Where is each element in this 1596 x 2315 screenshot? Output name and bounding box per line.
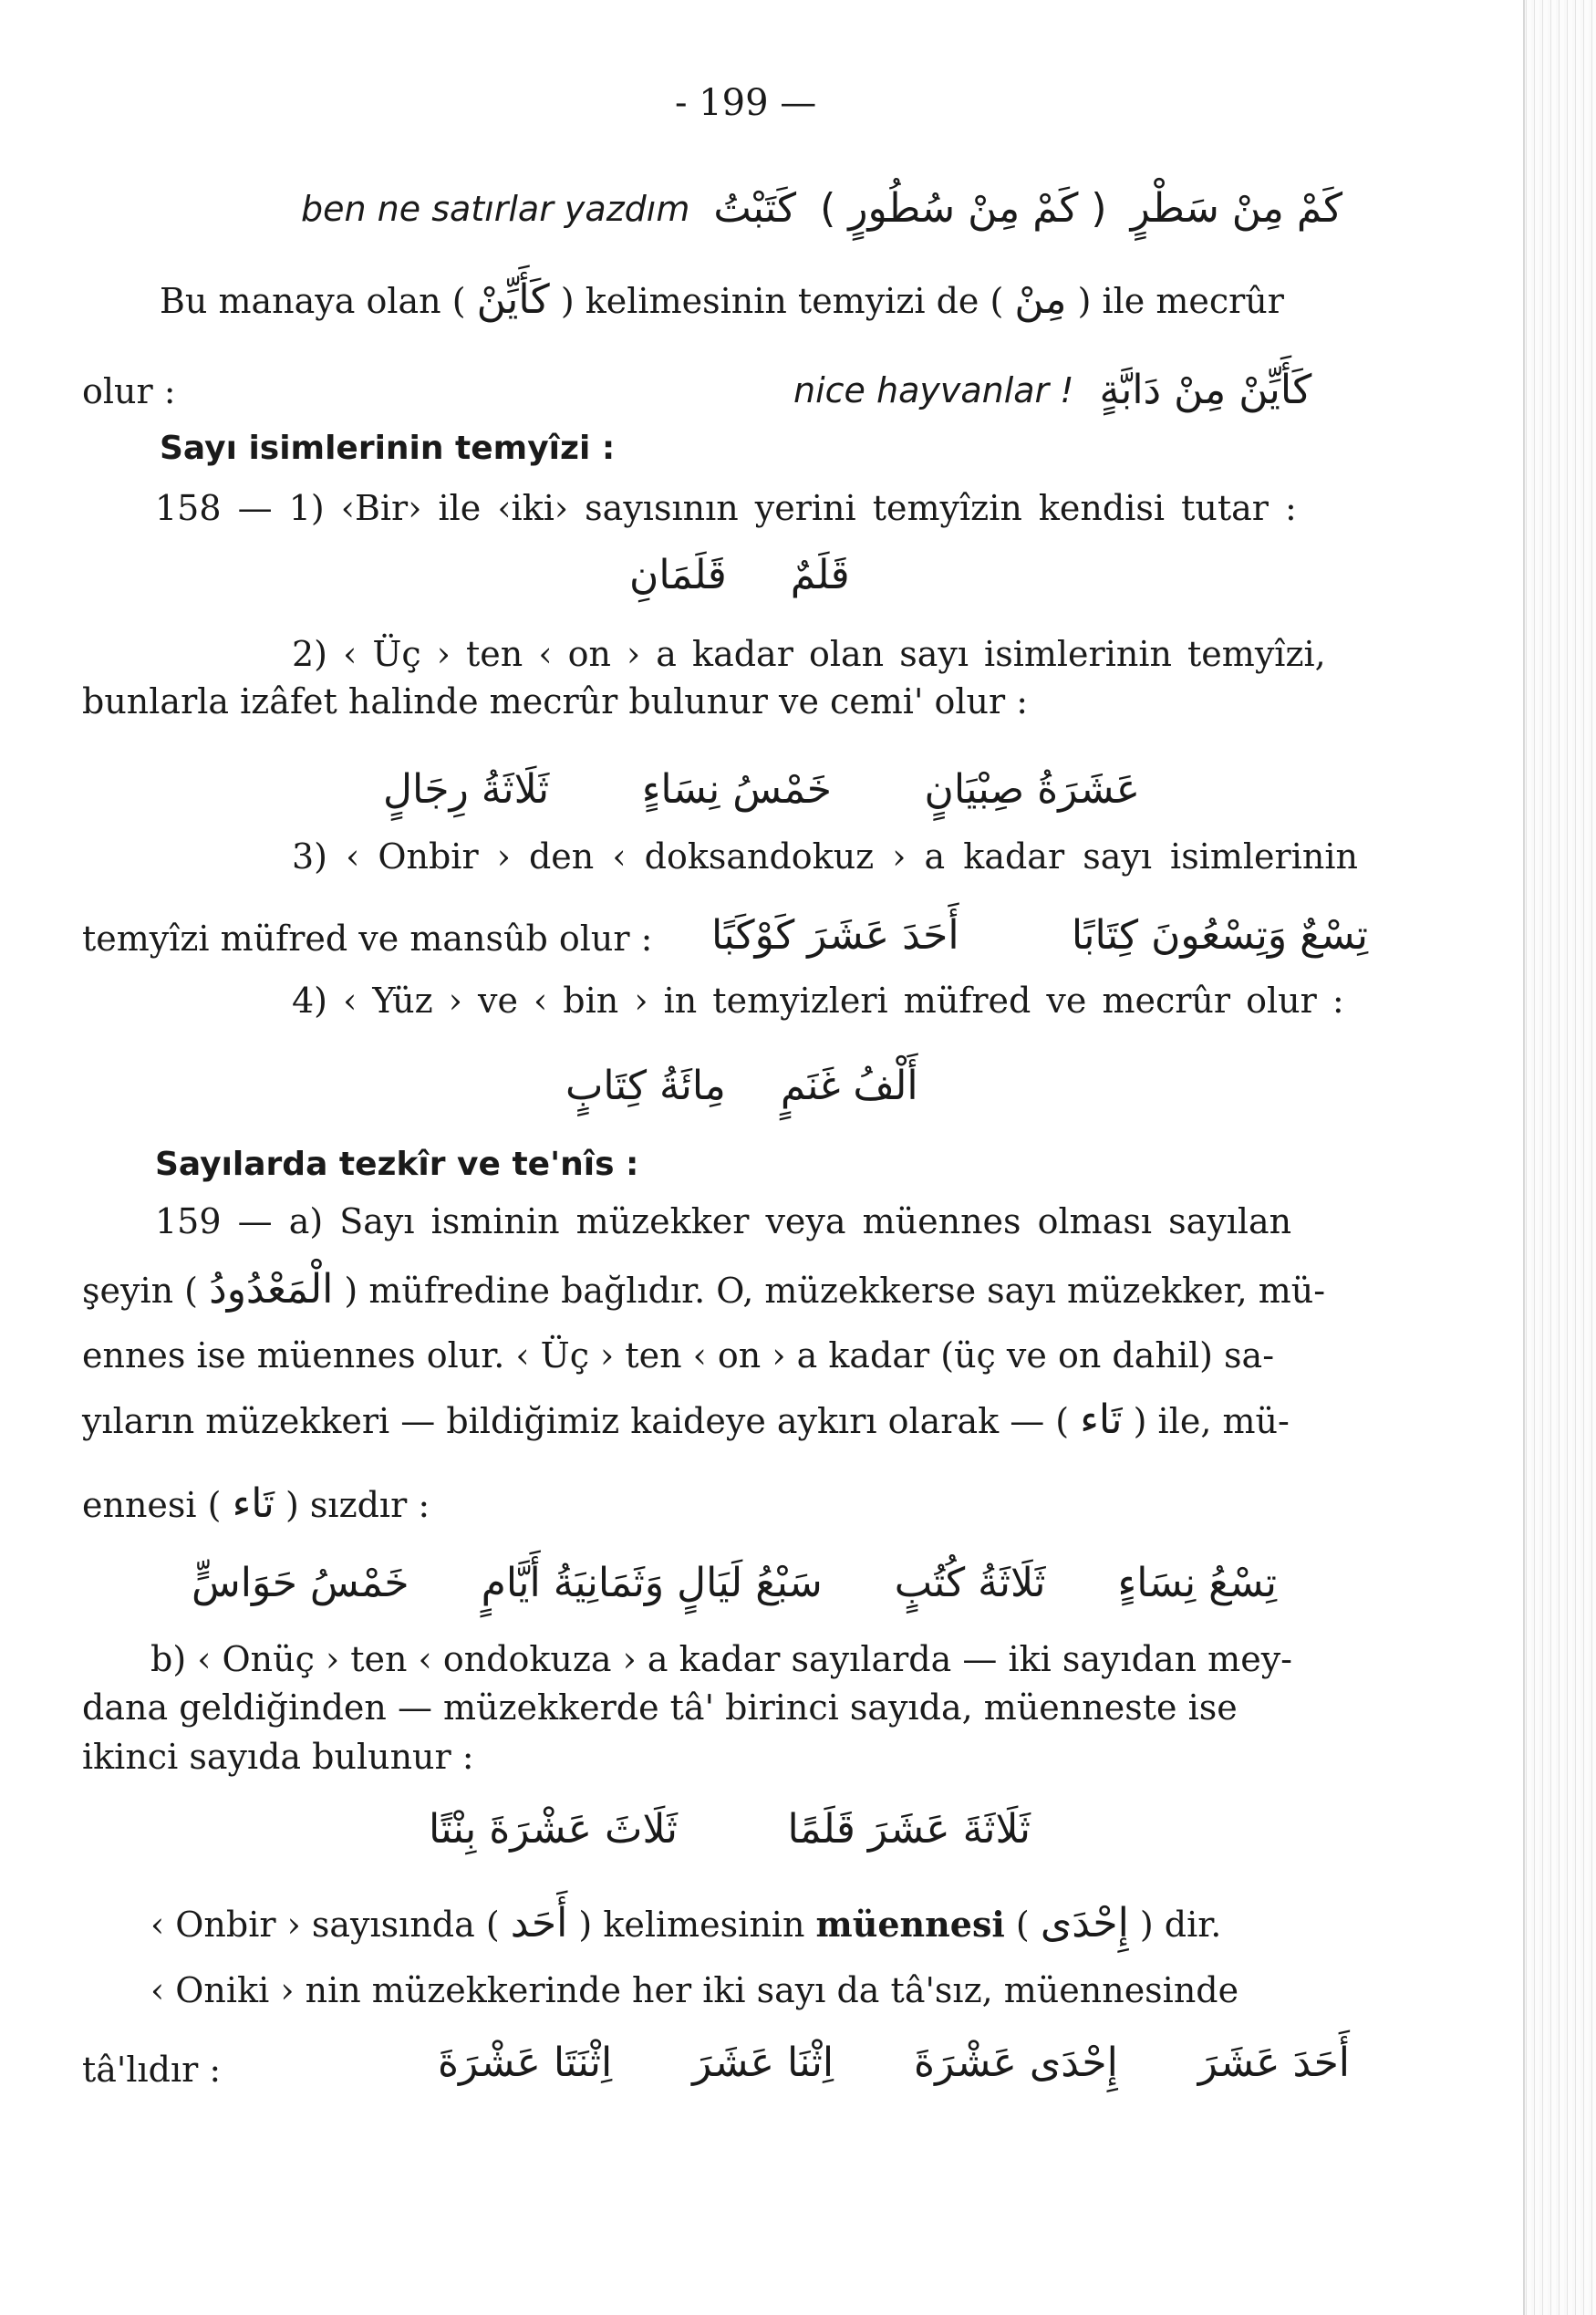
arabic-phrase: أَحَدَ عَشَرَ كَوْكَبًا bbox=[711, 912, 959, 959]
paragraph-line: ‹ Oniki › nin müzekkerinde her iki sayı da tâ'sız, müennesinde bbox=[150, 1970, 1239, 2010]
arabic-phrase: اِثْنَا عَشَرَ bbox=[692, 2040, 834, 2086]
arabic-example-row bbox=[438, 2040, 1350, 2086]
page-edge-scan-artifact bbox=[1523, 0, 1596, 2315]
arabic-example-row bbox=[629, 552, 850, 598]
arabic-example-row bbox=[192, 1560, 1277, 1606]
arabic-example-row bbox=[711, 912, 1368, 959]
paragraph-line: 158 — 1) ‹Bir› ile ‹iki› sayısının yerini temyîzin kendisi tutar : bbox=[155, 488, 1297, 528]
arabic-phrase: كَمْ مِنْ سَطْرٍ bbox=[1130, 185, 1343, 232]
paragraph-line: olur : bbox=[82, 371, 176, 411]
arabic-phrase: ثَلَاثَةُ رِجَالٍ bbox=[383, 766, 550, 813]
arabic-word: كَأَيِّنْ bbox=[476, 276, 550, 323]
arabic-word: مِنْ bbox=[1014, 276, 1067, 323]
paragraph-line: ennes ise müennes olur. ‹ Üç › ten ‹ on › a kadar (üç ve on dahil) sa- bbox=[82, 1335, 1275, 1376]
arabic-phrase: خَمْسُ نِسَاءٍ bbox=[641, 766, 832, 813]
paragraph-line: temyîzi müfred ve mansûb olur : bbox=[82, 919, 653, 959]
section-heading: Sayılarda tezkîr ve te'nîs : bbox=[155, 1146, 639, 1183]
paragraph-line: şeyin ( الْمَعْدُودُ ) müfredine bağlıdır. O, müzekkerse sayı müzekker, mü- bbox=[82, 1266, 1326, 1313]
arabic-phrase: ( كَمْ مِنْ سُطُورٍ ) bbox=[820, 185, 1107, 232]
example-line-3 bbox=[793, 367, 1311, 413]
arabic-word: كَتَبْتُ bbox=[713, 185, 797, 232]
paragraph-line: 2) ‹ Üç › ten ‹ on › a kadar olan sayı isimlerinin temyîzi, bbox=[292, 634, 1326, 674]
paragraph-line: bunlarla izâfet halinde mecrûr bulunur ve cemi' olur : bbox=[82, 681, 1029, 721]
paragraph-line: 159 — a) Sayı isminin müzekker veya müennes olması sayılan bbox=[155, 1201, 1292, 1241]
arabic-phrase: قَلَمَانِ bbox=[629, 552, 727, 598]
arabic-phrase: عَشَرَةُ صِبْيَانٍ bbox=[924, 766, 1140, 813]
example-line-1 bbox=[301, 187, 1350, 231]
arabic-phrase: تِسْعٌ وَتِسْعُونَ كِتَابًا bbox=[1071, 912, 1368, 959]
paragraph-line: yıların müzekkeri — bildiğimiz kaideye aykırı olarak — ( تَاء ) ile, mü- bbox=[82, 1396, 1290, 1443]
arabic-example-row bbox=[429, 1806, 1031, 1853]
paragraph-line: dana geldiğinden — müzekkerde tâ' birinci sayıda, müenneste ise bbox=[82, 1687, 1238, 1728]
paragraph-line: tâ'lıdır : bbox=[82, 2050, 222, 2090]
arabic-phrase: تِسْعُ نِسَاءٍ bbox=[1117, 1560, 1277, 1606]
paragraph-line: ikinci sayıda bulunur : bbox=[82, 1737, 474, 1777]
arabic-word: تَاء bbox=[232, 1480, 275, 1527]
arabic-phrase: ثَلَاثَةَ عَشَرَ قَلَمًا bbox=[787, 1806, 1031, 1853]
arabic-phrase: أَلْفُ غَنَمٍ bbox=[780, 1063, 918, 1109]
translation-text: nice hayvanlar ! bbox=[793, 369, 1074, 410]
paragraph-line: 4) ‹ Yüz › ve ‹ bin › in temyizleri müfred ve mecrûr olur : bbox=[292, 981, 1344, 1021]
arabic-word: الْمَعْدُودُ bbox=[209, 1266, 334, 1313]
arabic-phrase: كَأَيِّنْ مِنْ دَابَّةٍ bbox=[1099, 367, 1312, 413]
section-heading: Sayı isimlerinin temyîzi : bbox=[160, 430, 616, 467]
paragraph-line: ‹ Onbir › sayısında ( أَحَد ) kelimesinin müennesi ( إِحْدَى ) dir. bbox=[150, 1900, 1222, 1946]
arabic-phrase: سَبْعُ لَيَالٍ وَثَمَانِيَةُ أَيَّامٍ bbox=[481, 1560, 823, 1606]
arabic-word: أَحَد bbox=[510, 1900, 568, 1946]
paragraph-line: Bu manaya olan ( كَأَيِّنْ ) kelimesinin temyizi de ( مِنْ ) ile mecrûr bbox=[160, 276, 1284, 323]
page-number: - 199 — bbox=[675, 82, 817, 124]
arabic-phrase: ثَلَاثَةُ كُتُبٍ bbox=[894, 1560, 1046, 1606]
paragraph-line: ennesi ( تَاء ) sızdır : bbox=[82, 1480, 430, 1527]
arabic-phrase: خَمْسُ حَوَاسٍّ bbox=[192, 1560, 409, 1606]
translation-text: ben ne satırlar yazdım bbox=[301, 189, 690, 229]
paragraph-line: 3) ‹ Onbir › den ‹ doksandokuz › a kadar sayı isimlerinin bbox=[292, 836, 1358, 877]
paragraph-line: b) ‹ Onüç › ten ‹ ondokuza › a kadar sayılarda — iki sayıdan mey- bbox=[150, 1639, 1292, 1679]
arabic-word: تَاء bbox=[1080, 1396, 1123, 1443]
arabic-example-row bbox=[383, 766, 1140, 813]
arabic-phrase: مِائَةُ كِتَابٍ bbox=[565, 1063, 726, 1109]
arabic-phrase: إِحْدَى عَشْرَةَ bbox=[914, 2040, 1118, 2086]
arabic-phrase: قَلَمٌ bbox=[790, 552, 850, 598]
arabic-example-row bbox=[565, 1063, 918, 1109]
arabic-phrase: اِثْنَتَا عَشْرَةَ bbox=[438, 2040, 613, 2086]
arabic-phrase: ثَلَاثَ عَشْرَةَ بِنْتًا bbox=[429, 1806, 678, 1853]
arabic-phrase: أَحَدَ عَشَرَ bbox=[1197, 2040, 1350, 2086]
arabic-word: إِحْدَى bbox=[1040, 1900, 1129, 1946]
emphasized-word: müennesi bbox=[815, 1904, 1005, 1945]
